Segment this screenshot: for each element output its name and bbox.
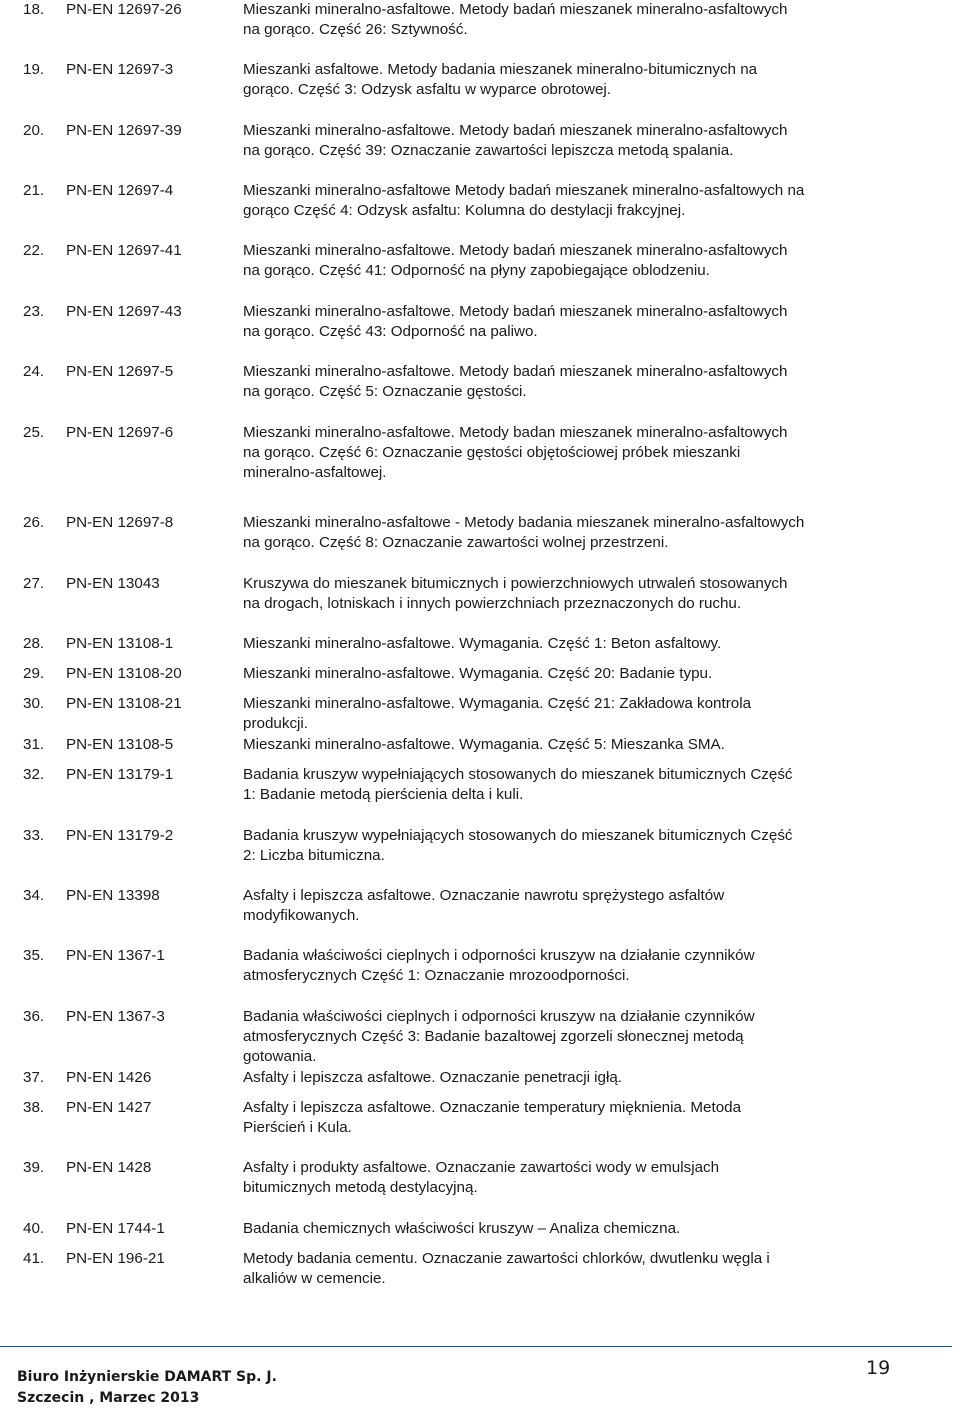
item-number: 37. [23,1069,45,1086]
standard-title: Asfalty i lepiszcza asfaltowe. Oznaczanie nawrotu sprężystego asfaltów modyfikowanych. [243,887,725,924]
item-number: 29. [23,665,45,682]
footer-company-name: Biuro Inżynierskie DAMART Sp. J. [17,1369,277,1385]
standard-code: PN-EN 12697-3 [66,61,174,78]
standard-code: PN-EN 1744-1 [66,1220,165,1237]
standard-title: Badania kruszyw wypełniających stosowanych do mieszanek bitumicznych Część 2: Liczba bitumiczna. [243,827,793,864]
standard-title: Mieszanki mineralno-asfaltowe. Metody badan mieszanek mineralno-asfaltowych na gorąco. Część 6: Oznaczanie gęstości objętościowej próbek mieszanki mineralno-asfaltowej. [243,424,788,481]
standard-code: PN-EN 1367-1 [66,947,165,964]
standard-title: Asfalty i produkty asfaltowe. Oznaczanie zawartości wody w emulsjach bitumicznych metodą destylacyjną. [243,1159,720,1196]
standard-title: Mieszanki mineralno-asfaltowe. Metody badań mieszanek mineralno-asfaltowych na gorąco. Część 26: Sztywność. [243,1,788,38]
page-number: 19 [866,1357,891,1379]
standard-code: PN-EN 13043 [66,575,160,592]
item-number: 36. [23,1008,45,1025]
item-number: 26. [23,514,45,531]
item-number: 23. [23,303,45,320]
standard-title: Kruszywa do mieszanek bitumicznych i powierzchniowych utrwaleń stosowanych na drogach, lotniskach i innych powierzchniach przeznaczonych do ruchu. [243,575,788,612]
item-number: 19. [23,61,45,78]
item-number: 22. [23,242,45,259]
standard-title: Badania chemicznych właściwości kruszyw – Analiza chemiczna. [243,1220,681,1237]
item-number: 21. [23,182,45,199]
standard-title: Badania właściwości cieplnych i odporności kruszyw na działanie czynników atmosferycznych Część 1: Oznaczanie mrozoodporności. [243,947,755,984]
standard-title: Mieszanki mineralno-asfaltowe. Metody badań mieszanek mineralno-asfaltowych na gorąco. Część 39: Oznaczanie zawartości lepiszcza metodą spalania. [243,122,788,159]
item-number: 20. [23,122,45,139]
item-number: 41. [23,1250,45,1267]
standard-title: Asfalty i lepiszcza asfaltowe. Oznaczanie temperatury mięknienia. Metoda Pierścień i Kula. [243,1099,742,1136]
item-number: 33. [23,827,45,844]
standard-title: Mieszanki mineralno-asfaltowe. Metody badań mieszanek mineralno-asfaltowych na gorąco. Część 5: Oznaczanie gęstości. [243,363,788,400]
standard-code: PN-EN 13179-2 [66,827,174,844]
standard-code: PN-EN 1428 [66,1159,152,1176]
item-number: 18. [23,1,45,18]
standard-title: Mieszanki mineralno-asfaltowe - Metody badania mieszanek mineralno-asfaltowych na gorąco. Część 8: Oznaczanie zawartości wolnej przestrzeni. [243,514,805,551]
standard-code: PN-EN 13108-21 [66,695,182,712]
standard-code: PN-EN 12697-39 [66,122,182,139]
standard-code: PN-EN 12697-26 [66,1,182,18]
item-number: 28. [23,635,45,652]
standard-code: PN-EN 13108-5 [66,736,174,753]
standard-title: Metody badania cementu. Oznaczanie zawartości chlorków, dwutlenku węgla i alkaliów w cemencie. [243,1250,770,1287]
standard-code: PN-EN 12697-8 [66,514,174,531]
standard-code: PN-EN 13398 [66,887,160,904]
item-number: 24. [23,363,45,380]
item-number: 39. [23,1159,45,1176]
standard-title: Mieszanki mineralno-asfaltowe. Wymagania. Część 20: Badanie typu. [243,665,713,682]
footer-divider [0,1346,952,1347]
standard-title: Badania właściwości cieplnych i odporności kruszyw na działanie czynników atmosferycznych Część 3: Badanie bazaltowej zgorzeli słonecznej metodą gotowania. [243,1008,755,1065]
standard-code: PN-EN 13179-1 [66,766,174,783]
standard-code: PN-EN 1367-3 [66,1008,165,1025]
item-number: 34. [23,887,45,904]
standard-code: PN-EN 12697-5 [66,363,174,380]
standard-code: PN-EN 12697-6 [66,424,174,441]
standard-code: PN-EN 1427 [66,1099,152,1116]
standard-title: Badania kruszyw wypełniających stosowanych do mieszanek bitumicznych Część 1: Badanie metodą pierścienia delta i kuli. [243,766,793,803]
standard-title: Mieszanki mineralno-asfaltowe Metody badań mieszanek mineralno-asfaltowych na gorąco Część 4: Odzysk asfaltu: Kolumna do destylacji frakcyjnej. [243,182,805,219]
standard-title: Mieszanki asfaltowe. Metody badania mieszanek mineralno-bitumicznych na gorąco. Część 3: Odzysk asfaltu w wyparce obrotowej. [243,61,758,98]
footer-place-date: Szczecin , Marzec 2013 [17,1390,200,1406]
standard-title: Mieszanki mineralno-asfaltowe. Wymagania. Część 1: Beton asfaltowy. [243,635,722,652]
standard-code: PN-EN 13108-1 [66,635,174,652]
standard-title: Mieszanki mineralno-asfaltowe. Metody badań mieszanek mineralno-asfaltowych na gorąco. Część 41: Odporność na płyny zapobiegające oblodzeniu. [243,242,788,279]
item-number: 25. [23,424,45,441]
standard-code: PN-EN 13108-20 [66,665,182,682]
item-number: 31. [23,736,45,753]
item-number: 32. [23,766,45,783]
standard-title: Mieszanki mineralno-asfaltowe. Wymagania. Część 21: Zakładowa kontrola produkcji. [243,695,752,732]
standard-code: PN-EN 12697-41 [66,242,182,259]
item-number: 27. [23,575,45,592]
standard-code: PN-EN 1426 [66,1069,152,1086]
item-number: 30. [23,695,45,712]
standard-title: Mieszanki mineralno-asfaltowe. Wymagania. Część 5: Mieszanka SMA. [243,736,725,753]
standard-title: Asfalty i lepiszcza asfaltowe. Oznaczanie penetracji igłą. [243,1069,623,1086]
item-number: 38. [23,1099,45,1116]
standard-title: Mieszanki mineralno-asfaltowe. Metody badań mieszanek mineralno-asfaltowych na gorąco. Część 43: Odporność na paliwo. [243,303,788,340]
item-number: 35. [23,947,45,964]
standard-code: PN-EN 196-21 [66,1250,165,1267]
item-number: 40. [23,1220,45,1237]
standard-code: PN-EN 12697-43 [66,303,182,320]
standard-code: PN-EN 12697-4 [66,182,174,199]
